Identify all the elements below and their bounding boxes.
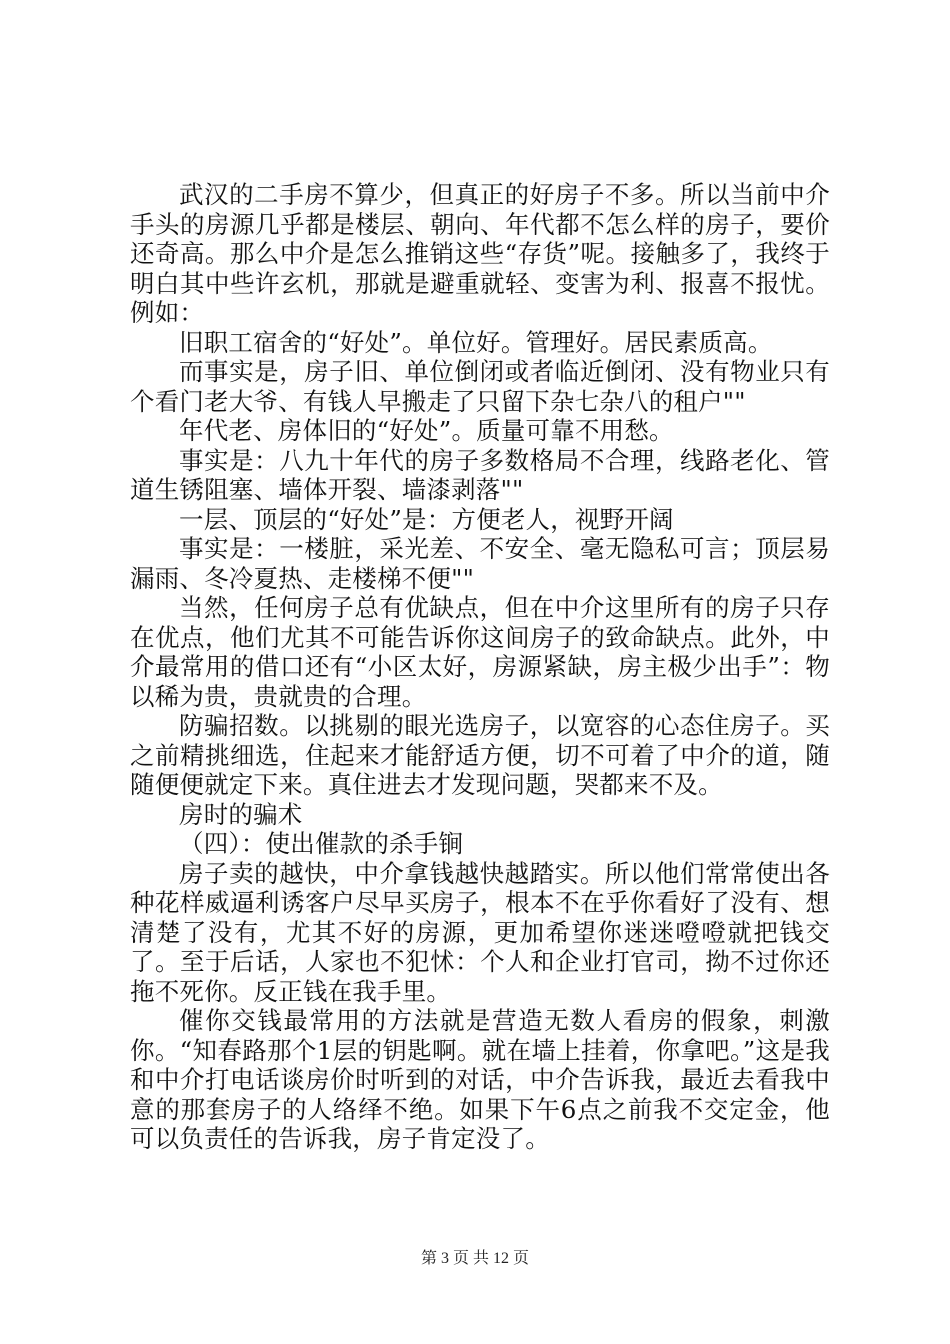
document-body [130,180,830,1154]
paragraph: 当然，任何房子总有优缺点，但在中介这里所有的房子只存在优点，他们尤其不可能告诉你这间房子的致命缺点。此外，中介最常用的借口还有“小区太好，房源紧缺，房主极少出手”：物以稀为贵，贵就贵的合理。 [130,593,830,711]
page-number-footer: 第 3 页 共 12 页 [420,1250,529,1267]
paragraph: 旧职工宿舍的“好处”。单位好。管理好。居民素质高。 [179,327,773,357]
paragraph: 武汉的二手房不算少，但真正的好房子不多。所以当前中介手头的房源几乎都是楼层、朝向、年代都不怎么样的房子，要价还奇高。那么中介是怎么推销这些“存货”呢。接触多了，我终于明白其中些许玄机，那就是避重就轻、变害为利、报喜不报忧。例如： [130,180,830,327]
section-heading: 房时的骗术 [179,799,303,829]
paragraph: 年代老、房体旧的“好处”。质量可靠不用愁。 [179,416,674,445]
paragraph: 防骗招数。以挑剔的眼光选房子，以宽容的心态住房子。买之前精挑细选，住起来才能舒适方便，切不可着了中介的道，随随便便就定下来。真住进去才发现问题，哭都来不及。 [130,711,830,799]
paragraph: 而事实是，房子旧、单位倒闭或者临近倒闭、没有物业只有个看门老大爷、有钱人早搬走了只留下杂七杂八的租户"" [130,357,830,416]
paragraph: 事实是：八九十年代的房子多数格局不合理，线路老化、管道生锈阻塞、墙体开裂、墙漆剥落"" [130,445,830,504]
paragraph: 催你交钱最常用的方法就是营造无数人看房的假象，刺激你。“知春路那个1层的钥匙啊。就在墙上挂着，你拿吧。”这是我和中介打电话谈房价时听到的对话，中介告诉我，最近去看我中意的那套房子的人络绎不绝。如果下午6点之前我不交定金，他可以负责任的告诉我，房子肯定没了。 [130,1006,830,1153]
section-subheading: （四）：使出催款的杀手锏 [179,829,464,858]
paragraph: 一层、顶层的“好处”是：方便老人，视野开阔 [179,504,674,534]
paragraph: 事实是：一楼脏，采光差、不安全、毫无隐私可言；顶层易漏雨、冬冷夏热、走楼梯不便"" [130,534,830,593]
paragraph: 房子卖的越快，中介拿钱越快越踏实。所以他们常常使出各种花样威逼利诱客户尽早买房子，根本不在乎你看好了没有、想清楚了没有，尤其不好的房源，更加希望你迷迷噔噔就把钱交了。至于后话，人家也不犯怵：个人和企业打官司，拗不过你还拖不死你。反正钱在我手里。 [130,858,830,1006]
